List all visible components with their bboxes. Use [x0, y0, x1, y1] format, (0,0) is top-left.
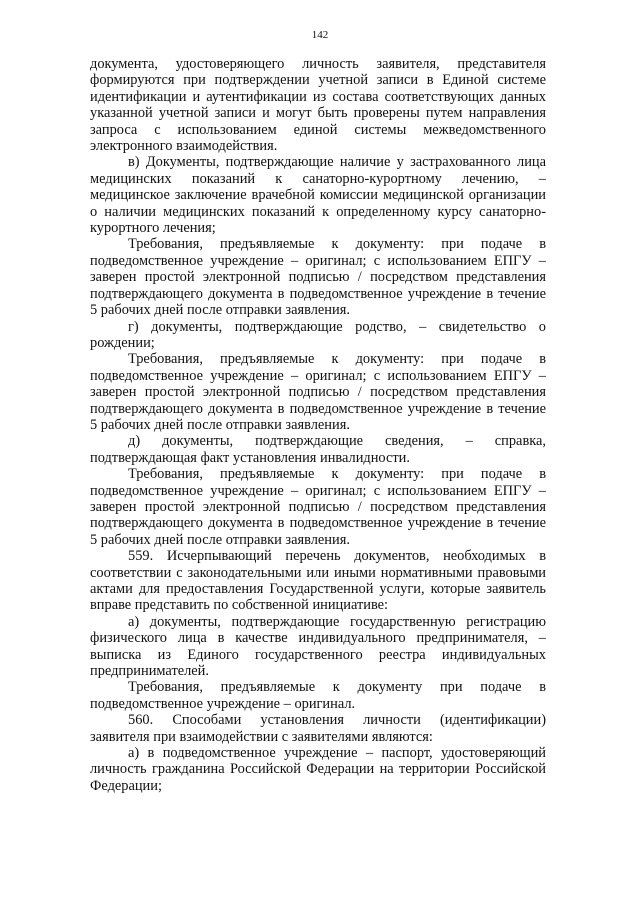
document-body [90, 56, 546, 794]
paragraph-item-g-kinship: г) документы, подтверждающие родство, – свидетельство о рождении; [90, 318, 546, 351]
paragraph-requirements-4: Требования, предъявляемые к документу при подаче в подведомственное учреждение – оригинал. [90, 679, 546, 712]
paragraph-requirements-1: Требования, предъявляемые к документу: при подаче в подведомственное учреждение – оригинал; с использованием ЕПГУ – заверен простой электронной подписью / посредством представления подтверждающего документа в подведомственное учреждение в течение 5 рабочих дней после отправки заявления. [90, 236, 546, 319]
paragraph-clause-559: 559. Исчерпывающий перечень документов, необходимых в соответствии с законодательными или иными нормативными правовыми актами для предоставления Государственной услуги, которые заявитель вправе представить по собственной инициативе: [90, 548, 546, 614]
page-number: 142 [311, 29, 329, 41]
paragraph-item-d-disability: д) документы, подтверждающие сведения, – справка, подтверждающая факт установления инвалидности. [90, 433, 546, 466]
paragraph-identity-continuation: документа, удостоверяющего личность заявителя, представителя формируются при подтверждении учетной записи в Единой системе идентификации и аутентификации из состава соответствующих данных указанной учетной записи и могут быть проверены путем направления запроса с использованием единой системы межведомственного электронного взаимодействия. [90, 56, 546, 155]
paragraph-requirements-3: Требования, предъявляемые к документу: при подаче в подведомственное учреждение – оригинал; с использованием ЕПГУ – заверен простой электронной подписью / посредством представления подтверждающего документа в подведомственное учреждение в течение 5 рабочих дней после отправки заявления. [90, 466, 546, 548]
paragraph-requirements-2: Требования, предъявляемые к документу: при подаче в подведомственное учреждение – оригинал; с использованием ЕПГУ – заверен простой электронной подписью / посредством представления подтверждающего документа в подведомственное учреждение в течение 5 рабочих дней после отправки заявления. [90, 351, 546, 433]
paragraph-item-v-medical-indications: в) Документы, подтверждающие наличие у застрахованного лица медицинских показаний к санаторно-курортному лечению, – медицинское заключение врачебной комиссии медицинской организации о наличии медицинских показаний к определенному курсу санаторно-курортного лечения; [90, 154, 546, 237]
paragraph-item-a-entrepreneur: а) документы, подтверждающие государственную регистрацию физического лица в качестве индивидуального предпринимателя, – выписка из Единого государственного реестра индивидуальных предпринимателей. [90, 613, 546, 680]
paragraph-item-a-passport: а) в подведомственное учреждение – паспорт, удостоверяющий личность гражданина Российской Федерации на территории Российской Федерации; [90, 745, 546, 794]
paragraph-clause-560: 560. Способами установления личности (идентификации) заявителя при взаимодействии с заявителями являются: [90, 712, 546, 745]
